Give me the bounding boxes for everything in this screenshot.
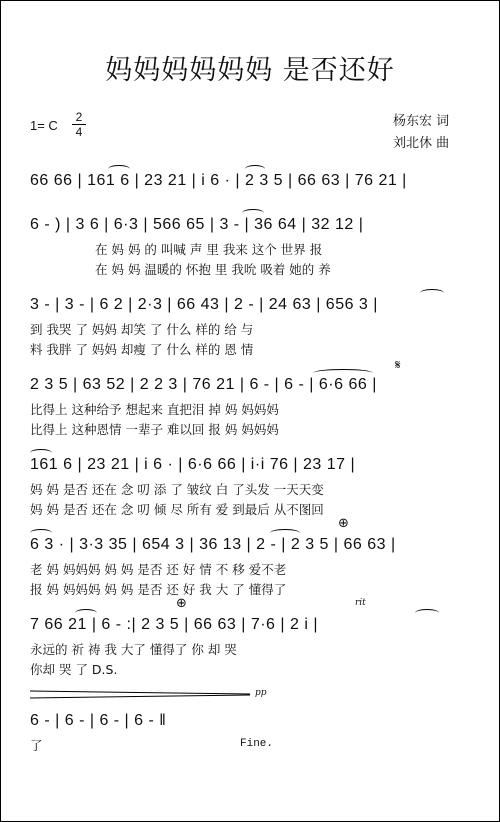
coda-mark: ⊕	[176, 596, 187, 611]
lyric-line: 到 我哭 了 妈妈 却笑 了 什么 样的 给 与	[30, 322, 254, 337]
lyric-line: 比得上 这种给予 想起来 直把泪 掉 妈 妈妈妈	[30, 402, 279, 417]
staff-line-8: 6 - | 6 - | 6 - | 6 - ‖	[30, 712, 167, 729]
slur	[242, 209, 264, 217]
tie	[313, 369, 373, 377]
lyric-line: 妈 妈 是否 还在 念 叨 添 了 皱纹 白 了头发 一天天变	[30, 482, 324, 497]
slur	[30, 529, 52, 537]
key-signature: 1= C	[30, 118, 58, 133]
song-title: 妈妈妈妈妈妈 是否还好	[105, 55, 395, 86]
slur	[420, 289, 444, 297]
time-sig-top: 2	[75, 110, 83, 124]
lyric-line: 永远的 祈 祷 我 大了 懂得了 你 却 哭	[30, 642, 237, 657]
lyric-line: 料 我胖 了 妈妈 却瘦 了 什么 样的 恩 情	[30, 342, 254, 357]
lyric-line: 比得上 这种恩情 一辈子 难以回 报 妈 妈妈妈	[30, 422, 279, 437]
staff-line-6: 6 3 · | 3·3 35 | 654 3 | 36 13 | 2 - | 2 3 5 | 66 63 |	[30, 536, 396, 553]
pianissimo-mark: pp	[255, 688, 267, 698]
composer-credit: 刘北休 曲	[393, 136, 450, 151]
staff-line-1: 66 66 | 161 6 | 23 21 | i 6 · | 2 3 5 | 66 63 | 76 21 |	[30, 172, 407, 189]
segno-mark: 𝄋	[395, 358, 401, 373]
staff-line-5: 161 6 | 23 21 | i 6 · | 6·6 66 | i·i 76 | 23 17 |	[30, 456, 356, 473]
lyric-line: 在 妈 妈 温暖的 怀抱 里 我吮 吸着 她的 养	[95, 262, 331, 277]
lyric-line: 在 妈 妈 的 叫喊 声 里 我来 这个 世界 报	[95, 242, 323, 257]
slur	[415, 609, 439, 617]
ritardando-mark: rit	[355, 598, 366, 608]
staff-line-3: 3 - | 3 - | 6 2 | 2·3 | 66 43 | 2 - | 24 63 | 656 3 |	[30, 296, 378, 313]
diminuendo-hairpin	[30, 690, 255, 700]
staff-line-2: 6 - ) | 3 6 | 6·3 | 566 65 | 3 - | 36 64 | 32 12 |	[30, 216, 364, 233]
lyric-line: 妈 妈 是否 还在 念 叨 倾 尽 所有 爱 到最后 从不图回	[30, 502, 324, 517]
slur	[75, 609, 97, 617]
time-sig-bottom: 4	[75, 125, 83, 139]
lyric-line: 报 妈 妈妈妈 妈 妈 是否 还 好 我 大 了 懂得了	[30, 582, 287, 597]
slur	[108, 165, 130, 173]
lyric-line: 你却 哭 了 D.S.	[30, 662, 118, 677]
coda-mark: ⊕	[338, 516, 349, 531]
slur	[30, 449, 52, 457]
staff-line-4: 2 3 5 | 63 52 | 2 2 3 | 76 21 | 6 - | 6 - | 6·6 66 |	[30, 376, 377, 393]
slur	[270, 529, 300, 537]
slur	[245, 165, 265, 173]
lyricist-credit: 杨东宏 词	[393, 114, 450, 129]
fine-mark: Fine.	[240, 738, 274, 750]
lyric-line: 了	[30, 738, 43, 753]
time-signature	[72, 111, 86, 138]
lyric-line: 老 妈 妈妈妈 妈 妈 是否 还 好 情 不 移 爱不老	[30, 562, 287, 577]
staff-line-7: 7 66 21 | 6 - :| 2 3 5 | 66 63 | 7·6 | 2 i |	[30, 616, 318, 633]
